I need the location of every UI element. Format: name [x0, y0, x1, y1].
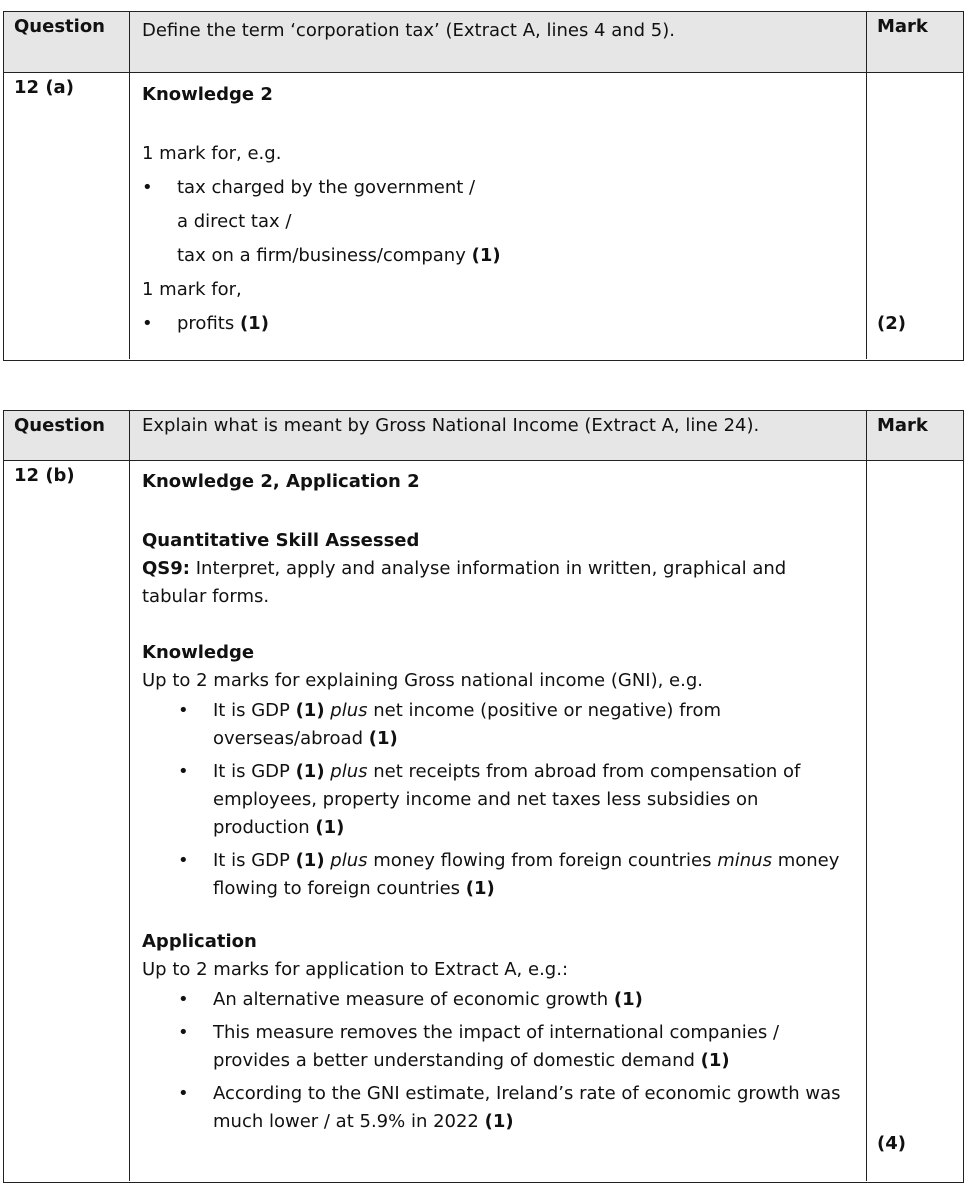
list-item: • It is GDP (1) plus net income (positive or negative) from overseas/abroad (1) — [178, 697, 854, 753]
mark-cell — [867, 461, 963, 1181]
mark-intro: 1 mark for, — [142, 279, 242, 300]
total-mark: (4) — [877, 1133, 906, 1154]
answer-guidance — [130, 461, 867, 1181]
knowledge-heading: Knowledge — [142, 642, 255, 663]
mark-allocation: (1) — [471, 245, 501, 266]
list-item: • tax charged by the government / — [142, 171, 854, 205]
list-item-continuation: a direct tax / — [177, 211, 292, 232]
question-column-header: Question — [4, 411, 130, 460]
table-row — [4, 73, 963, 359]
question-prompt: Explain what is meant by Gross National Income (Extract A, line 24). — [130, 411, 867, 460]
assessment-heading: Knowledge 2, Application 2 — [142, 471, 420, 492]
question-column-header: Question — [4, 12, 130, 72]
list-item-continuation: tax on a firm/business/company (1) — [177, 245, 501, 266]
answer-guidance — [130, 73, 867, 359]
application-heading: Application — [142, 931, 257, 952]
question-prompt: Define the term ‘corporation tax’ (Extract A, lines 4 and 5). — [130, 12, 867, 72]
list-item: • This measure removes the impact of international companies / provides a better understanding of domestic demand (1) — [178, 1019, 854, 1075]
table-header — [4, 411, 963, 461]
mark-cell — [867, 73, 963, 359]
application-list — [178, 986, 854, 1136]
list-item: • It is GDP (1) plus net receipts from abroad from compensation of employees, property income and net taxes less subsidies on production (1) — [178, 758, 854, 842]
application-intro: Up to 2 marks for application to Extract A, e.g.: — [142, 959, 569, 980]
mark-scheme-table-12b — [3, 410, 964, 1183]
question-number: 12 (a) — [4, 73, 130, 359]
mark-column-header: Mark — [877, 415, 928, 436]
knowledge-intro: Up to 2 marks for explaining Gross national income (GNI), e.g. — [142, 670, 703, 691]
knowledge-list — [178, 697, 854, 903]
list-item: • It is GDP (1) plus money flowing from foreign countries minus money flowing to foreign countries (1) — [178, 847, 854, 903]
list-item: • According to the GNI estimate, Ireland’s rate of economic growth was much lower / at 5.9% in 2022 (1) — [178, 1080, 854, 1136]
qs-heading: Quantitative Skill Assessed — [142, 530, 420, 551]
assessment-heading: Knowledge 2 — [142, 84, 273, 105]
table-row — [4, 461, 963, 1181]
qs-description: QS9: Interpret, apply and analyse information in written, graphical and tabular forms. — [142, 558, 787, 607]
mark-intro: 1 mark for, e.g. — [142, 143, 282, 164]
question-number: 12 (b) — [4, 461, 130, 1181]
list-item: • An alternative measure of economic growth (1) — [178, 986, 854, 1014]
mark-allocation: (1) — [239, 313, 269, 334]
total-mark: (2) — [877, 313, 906, 334]
table-header — [4, 12, 963, 73]
mark-scheme-table-12a — [3, 11, 964, 361]
mark-column-header: Mark — [877, 16, 928, 37]
list-item: • profits (1) — [142, 307, 854, 341]
